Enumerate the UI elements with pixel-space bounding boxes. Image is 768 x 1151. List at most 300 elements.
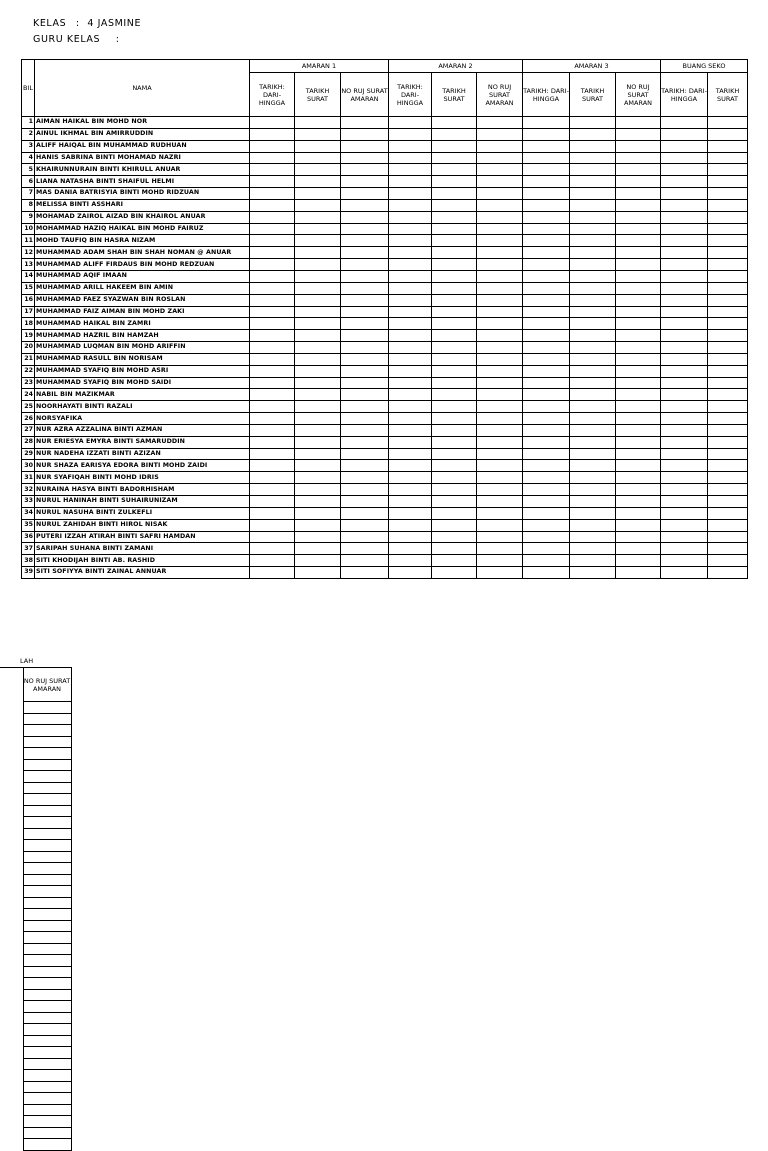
empty-cell[interactable]: [250, 543, 295, 555]
empty-cell[interactable]: [708, 413, 748, 425]
empty-cell[interactable]: [341, 282, 389, 294]
empty-cell[interactable]: [389, 365, 432, 377]
empty-cell[interactable]: [250, 472, 295, 484]
empty-cell[interactable]: [570, 342, 616, 354]
empty-cell[interactable]: [523, 507, 570, 519]
empty-cell[interactable]: [477, 152, 523, 164]
empty-cell[interactable]: [523, 496, 570, 508]
empty-cell[interactable]: [523, 342, 570, 354]
empty-cell[interactable]: [708, 353, 748, 365]
empty-cell[interactable]: [23, 1139, 71, 1151]
empty-cell[interactable]: [341, 140, 389, 152]
empty-cell[interactable]: [250, 519, 295, 531]
empty-cell[interactable]: [661, 448, 708, 460]
empty-cell[interactable]: [341, 484, 389, 496]
empty-cell[interactable]: [432, 152, 477, 164]
empty-cell[interactable]: [341, 507, 389, 519]
empty-cell[interactable]: [523, 270, 570, 282]
empty-cell[interactable]: [432, 330, 477, 342]
empty-cell[interactable]: [23, 782, 71, 794]
empty-cell[interactable]: [341, 365, 389, 377]
empty-cell[interactable]: [389, 318, 432, 330]
empty-cell[interactable]: [432, 247, 477, 259]
empty-cell[interactable]: [570, 176, 616, 188]
empty-cell[interactable]: [295, 164, 341, 176]
empty-cell[interactable]: [341, 342, 389, 354]
empty-cell[interactable]: [570, 436, 616, 448]
empty-cell[interactable]: [23, 851, 71, 863]
empty-cell[interactable]: [616, 353, 661, 365]
empty-cell[interactable]: [389, 152, 432, 164]
empty-cell[interactable]: [23, 863, 71, 875]
empty-cell[interactable]: [23, 943, 71, 955]
empty-cell[interactable]: [250, 259, 295, 271]
empty-cell[interactable]: [432, 401, 477, 413]
empty-cell[interactable]: [477, 436, 523, 448]
empty-cell[interactable]: [341, 460, 389, 472]
empty-cell[interactable]: [708, 342, 748, 354]
empty-cell[interactable]: [295, 555, 341, 567]
empty-cell[interactable]: [661, 365, 708, 377]
empty-cell[interactable]: [250, 330, 295, 342]
empty-cell[interactable]: [616, 531, 661, 543]
empty-cell[interactable]: [708, 270, 748, 282]
empty-cell[interactable]: [23, 1104, 71, 1116]
empty-cell[interactable]: [570, 496, 616, 508]
empty-cell[interactable]: [432, 164, 477, 176]
empty-cell[interactable]: [341, 270, 389, 282]
empty-cell[interactable]: [389, 211, 432, 223]
empty-cell[interactable]: [616, 555, 661, 567]
empty-cell[interactable]: [432, 176, 477, 188]
empty-cell[interactable]: [477, 176, 523, 188]
empty-cell[interactable]: [477, 496, 523, 508]
empty-cell[interactable]: [23, 817, 71, 829]
empty-cell[interactable]: [341, 152, 389, 164]
empty-cell[interactable]: [477, 555, 523, 567]
empty-cell[interactable]: [477, 259, 523, 271]
empty-cell[interactable]: [341, 555, 389, 567]
empty-cell[interactable]: [661, 164, 708, 176]
empty-cell[interactable]: [661, 199, 708, 211]
empty-cell[interactable]: [341, 294, 389, 306]
empty-cell[interactable]: [523, 531, 570, 543]
empty-cell[interactable]: [23, 1058, 71, 1070]
empty-cell[interactable]: [250, 152, 295, 164]
empty-cell[interactable]: [661, 496, 708, 508]
empty-cell[interactable]: [23, 886, 71, 898]
empty-cell[interactable]: [23, 978, 71, 990]
empty-cell[interactable]: [616, 448, 661, 460]
empty-cell[interactable]: [250, 365, 295, 377]
empty-cell[interactable]: [523, 472, 570, 484]
empty-cell[interactable]: [616, 413, 661, 425]
empty-cell[interactable]: [661, 555, 708, 567]
empty-cell[interactable]: [23, 955, 71, 967]
empty-cell[interactable]: [477, 484, 523, 496]
empty-cell[interactable]: [616, 259, 661, 271]
empty-cell[interactable]: [295, 342, 341, 354]
empty-cell[interactable]: [661, 235, 708, 247]
empty-cell[interactable]: [295, 270, 341, 282]
empty-cell[interactable]: [570, 117, 616, 129]
empty-cell[interactable]: [432, 188, 477, 200]
empty-cell[interactable]: [570, 259, 616, 271]
empty-cell[interactable]: [661, 353, 708, 365]
empty-cell[interactable]: [616, 164, 661, 176]
empty-cell[interactable]: [477, 235, 523, 247]
empty-cell[interactable]: [708, 247, 748, 259]
empty-cell[interactable]: [477, 318, 523, 330]
empty-cell[interactable]: [389, 294, 432, 306]
empty-cell[interactable]: [389, 543, 432, 555]
empty-cell[interactable]: [250, 484, 295, 496]
empty-cell[interactable]: [708, 531, 748, 543]
empty-cell[interactable]: [523, 519, 570, 531]
empty-cell[interactable]: [250, 413, 295, 425]
empty-cell[interactable]: [23, 920, 71, 932]
empty-cell[interactable]: [661, 294, 708, 306]
empty-cell[interactable]: [661, 567, 708, 579]
empty-cell[interactable]: [250, 460, 295, 472]
empty-cell[interactable]: [23, 966, 71, 978]
empty-cell[interactable]: [341, 330, 389, 342]
empty-cell[interactable]: [341, 377, 389, 389]
empty-cell[interactable]: [616, 176, 661, 188]
empty-cell[interactable]: [616, 519, 661, 531]
empty-cell[interactable]: [341, 389, 389, 401]
empty-cell[interactable]: [432, 413, 477, 425]
empty-cell[interactable]: [432, 235, 477, 247]
empty-cell[interactable]: [616, 567, 661, 579]
empty-cell[interactable]: [341, 247, 389, 259]
empty-cell[interactable]: [432, 555, 477, 567]
empty-cell[interactable]: [661, 247, 708, 259]
empty-cell[interactable]: [341, 188, 389, 200]
empty-cell[interactable]: [389, 140, 432, 152]
empty-cell[interactable]: [477, 389, 523, 401]
empty-cell[interactable]: [23, 736, 71, 748]
empty-cell[interactable]: [708, 472, 748, 484]
empty-cell[interactable]: [661, 188, 708, 200]
empty-cell[interactable]: [295, 365, 341, 377]
empty-cell[interactable]: [708, 176, 748, 188]
empty-cell[interactable]: [23, 748, 71, 760]
empty-cell[interactable]: [616, 318, 661, 330]
empty-cell[interactable]: [616, 389, 661, 401]
empty-cell[interactable]: [432, 424, 477, 436]
empty-cell[interactable]: [250, 389, 295, 401]
empty-cell[interactable]: [295, 235, 341, 247]
empty-cell[interactable]: [389, 353, 432, 365]
empty-cell[interactable]: [389, 128, 432, 140]
empty-cell[interactable]: [708, 484, 748, 496]
empty-cell[interactable]: [295, 496, 341, 508]
empty-cell[interactable]: [708, 377, 748, 389]
empty-cell[interactable]: [570, 294, 616, 306]
empty-cell[interactable]: [523, 413, 570, 425]
empty-cell[interactable]: [708, 235, 748, 247]
empty-cell[interactable]: [477, 377, 523, 389]
empty-cell[interactable]: [570, 199, 616, 211]
empty-cell[interactable]: [341, 128, 389, 140]
empty-cell[interactable]: [250, 140, 295, 152]
empty-cell[interactable]: [295, 176, 341, 188]
empty-cell[interactable]: [432, 223, 477, 235]
empty-cell[interactable]: [389, 448, 432, 460]
empty-cell[interactable]: [23, 1127, 71, 1139]
empty-cell[interactable]: [23, 989, 71, 1001]
empty-cell[interactable]: [477, 519, 523, 531]
empty-cell[interactable]: [432, 377, 477, 389]
empty-cell[interactable]: [708, 330, 748, 342]
empty-cell[interactable]: [341, 318, 389, 330]
empty-cell[interactable]: [389, 342, 432, 354]
empty-cell[interactable]: [23, 702, 71, 714]
empty-cell[interactable]: [295, 282, 341, 294]
empty-cell[interactable]: [661, 128, 708, 140]
empty-cell[interactable]: [389, 389, 432, 401]
empty-cell[interactable]: [432, 259, 477, 271]
empty-cell[interactable]: [570, 330, 616, 342]
empty-cell[interactable]: [708, 555, 748, 567]
empty-cell[interactable]: [295, 294, 341, 306]
empty-cell[interactable]: [570, 567, 616, 579]
empty-cell[interactable]: [295, 507, 341, 519]
empty-cell[interactable]: [570, 365, 616, 377]
empty-cell[interactable]: [23, 828, 71, 840]
empty-cell[interactable]: [661, 472, 708, 484]
empty-cell[interactable]: [389, 330, 432, 342]
empty-cell[interactable]: [570, 460, 616, 472]
empty-cell[interactable]: [661, 389, 708, 401]
empty-cell[interactable]: [477, 164, 523, 176]
empty-cell[interactable]: [389, 199, 432, 211]
empty-cell[interactable]: [432, 531, 477, 543]
empty-cell[interactable]: [341, 176, 389, 188]
empty-cell[interactable]: [523, 259, 570, 271]
empty-cell[interactable]: [616, 128, 661, 140]
empty-cell[interactable]: [477, 448, 523, 460]
empty-cell[interactable]: [523, 555, 570, 567]
empty-cell[interactable]: [661, 401, 708, 413]
empty-cell[interactable]: [295, 413, 341, 425]
empty-cell[interactable]: [523, 176, 570, 188]
empty-cell[interactable]: [23, 1024, 71, 1036]
empty-cell[interactable]: [708, 496, 748, 508]
empty-cell[interactable]: [389, 496, 432, 508]
empty-cell[interactable]: [477, 330, 523, 342]
empty-cell[interactable]: [661, 176, 708, 188]
empty-cell[interactable]: [708, 259, 748, 271]
empty-cell[interactable]: [341, 531, 389, 543]
empty-cell[interactable]: [616, 223, 661, 235]
empty-cell[interactable]: [477, 507, 523, 519]
empty-cell[interactable]: [389, 567, 432, 579]
empty-cell[interactable]: [432, 140, 477, 152]
empty-cell[interactable]: [708, 365, 748, 377]
empty-cell[interactable]: [570, 472, 616, 484]
empty-cell[interactable]: [23, 1116, 71, 1128]
empty-cell[interactable]: [432, 199, 477, 211]
empty-cell[interactable]: [477, 401, 523, 413]
empty-cell[interactable]: [661, 484, 708, 496]
empty-cell[interactable]: [341, 424, 389, 436]
empty-cell[interactable]: [570, 401, 616, 413]
empty-cell[interactable]: [432, 294, 477, 306]
empty-cell[interactable]: [250, 270, 295, 282]
empty-cell[interactable]: [523, 282, 570, 294]
empty-cell[interactable]: [432, 484, 477, 496]
empty-cell[interactable]: [250, 188, 295, 200]
empty-cell[interactable]: [295, 140, 341, 152]
empty-cell[interactable]: [341, 519, 389, 531]
empty-cell[interactable]: [250, 282, 295, 294]
empty-cell[interactable]: [523, 436, 570, 448]
empty-cell[interactable]: [389, 377, 432, 389]
empty-cell[interactable]: [523, 330, 570, 342]
empty-cell[interactable]: [477, 531, 523, 543]
empty-cell[interactable]: [341, 117, 389, 129]
empty-cell[interactable]: [477, 306, 523, 318]
empty-cell[interactable]: [295, 448, 341, 460]
empty-cell[interactable]: [341, 223, 389, 235]
empty-cell[interactable]: [389, 472, 432, 484]
empty-cell[interactable]: [432, 282, 477, 294]
empty-cell[interactable]: [523, 318, 570, 330]
empty-cell[interactable]: [616, 247, 661, 259]
empty-cell[interactable]: [250, 436, 295, 448]
empty-cell[interactable]: [570, 377, 616, 389]
empty-cell[interactable]: [250, 176, 295, 188]
empty-cell[interactable]: [616, 235, 661, 247]
empty-cell[interactable]: [570, 389, 616, 401]
empty-cell[interactable]: [616, 543, 661, 555]
empty-cell[interactable]: [23, 1047, 71, 1059]
empty-cell[interactable]: [341, 353, 389, 365]
empty-cell[interactable]: [661, 306, 708, 318]
empty-cell[interactable]: [432, 507, 477, 519]
empty-cell[interactable]: [661, 152, 708, 164]
empty-cell[interactable]: [477, 365, 523, 377]
empty-cell[interactable]: [616, 188, 661, 200]
empty-cell[interactable]: [708, 164, 748, 176]
empty-cell[interactable]: [477, 294, 523, 306]
empty-cell[interactable]: [523, 211, 570, 223]
empty-cell[interactable]: [250, 211, 295, 223]
empty-cell[interactable]: [477, 117, 523, 129]
empty-cell[interactable]: [708, 282, 748, 294]
empty-cell[interactable]: [616, 496, 661, 508]
empty-cell[interactable]: [250, 318, 295, 330]
empty-cell[interactable]: [389, 188, 432, 200]
empty-cell[interactable]: [616, 365, 661, 377]
empty-cell[interactable]: [523, 401, 570, 413]
empty-cell[interactable]: [661, 270, 708, 282]
empty-cell[interactable]: [432, 496, 477, 508]
empty-cell[interactable]: [523, 152, 570, 164]
empty-cell[interactable]: [295, 424, 341, 436]
empty-cell[interactable]: [477, 270, 523, 282]
empty-cell[interactable]: [341, 436, 389, 448]
empty-cell[interactable]: [523, 188, 570, 200]
empty-cell[interactable]: [295, 472, 341, 484]
empty-cell[interactable]: [523, 389, 570, 401]
empty-cell[interactable]: [661, 342, 708, 354]
empty-cell[interactable]: [23, 874, 71, 886]
empty-cell[interactable]: [708, 211, 748, 223]
empty-cell[interactable]: [432, 211, 477, 223]
empty-cell[interactable]: [570, 448, 616, 460]
empty-cell[interactable]: [295, 519, 341, 531]
empty-cell[interactable]: [616, 152, 661, 164]
empty-cell[interactable]: [295, 353, 341, 365]
empty-cell[interactable]: [23, 1035, 71, 1047]
empty-cell[interactable]: [250, 567, 295, 579]
empty-cell[interactable]: [23, 794, 71, 806]
empty-cell[interactable]: [432, 117, 477, 129]
empty-cell[interactable]: [616, 507, 661, 519]
empty-cell[interactable]: [708, 117, 748, 129]
empty-cell[interactable]: [389, 306, 432, 318]
empty-cell[interactable]: [523, 353, 570, 365]
empty-cell[interactable]: [570, 484, 616, 496]
empty-cell[interactable]: [616, 140, 661, 152]
empty-cell[interactable]: [295, 199, 341, 211]
empty-cell[interactable]: [570, 531, 616, 543]
empty-cell[interactable]: [616, 342, 661, 354]
empty-cell[interactable]: [295, 259, 341, 271]
empty-cell[interactable]: [477, 342, 523, 354]
empty-cell[interactable]: [477, 460, 523, 472]
empty-cell[interactable]: [389, 176, 432, 188]
empty-cell[interactable]: [295, 128, 341, 140]
empty-cell[interactable]: [477, 247, 523, 259]
empty-cell[interactable]: [570, 270, 616, 282]
empty-cell[interactable]: [477, 128, 523, 140]
empty-cell[interactable]: [295, 401, 341, 413]
empty-cell[interactable]: [295, 306, 341, 318]
empty-cell[interactable]: [23, 1012, 71, 1024]
empty-cell[interactable]: [341, 401, 389, 413]
empty-cell[interactable]: [616, 424, 661, 436]
empty-cell[interactable]: [570, 353, 616, 365]
empty-cell[interactable]: [661, 117, 708, 129]
empty-cell[interactable]: [708, 543, 748, 555]
empty-cell[interactable]: [23, 713, 71, 725]
empty-cell[interactable]: [250, 128, 295, 140]
empty-cell[interactable]: [708, 507, 748, 519]
empty-cell[interactable]: [23, 725, 71, 737]
empty-cell[interactable]: [477, 188, 523, 200]
empty-cell[interactable]: [432, 365, 477, 377]
empty-cell[interactable]: [295, 247, 341, 259]
empty-cell[interactable]: [389, 223, 432, 235]
empty-cell[interactable]: [570, 152, 616, 164]
empty-cell[interactable]: [570, 223, 616, 235]
empty-cell[interactable]: [432, 436, 477, 448]
empty-cell[interactable]: [570, 128, 616, 140]
empty-cell[interactable]: [477, 567, 523, 579]
empty-cell[interactable]: [250, 531, 295, 543]
empty-cell[interactable]: [23, 932, 71, 944]
empty-cell[interactable]: [389, 436, 432, 448]
empty-cell[interactable]: [477, 199, 523, 211]
empty-cell[interactable]: [389, 424, 432, 436]
empty-cell[interactable]: [661, 282, 708, 294]
empty-cell[interactable]: [389, 484, 432, 496]
empty-cell[interactable]: [295, 484, 341, 496]
